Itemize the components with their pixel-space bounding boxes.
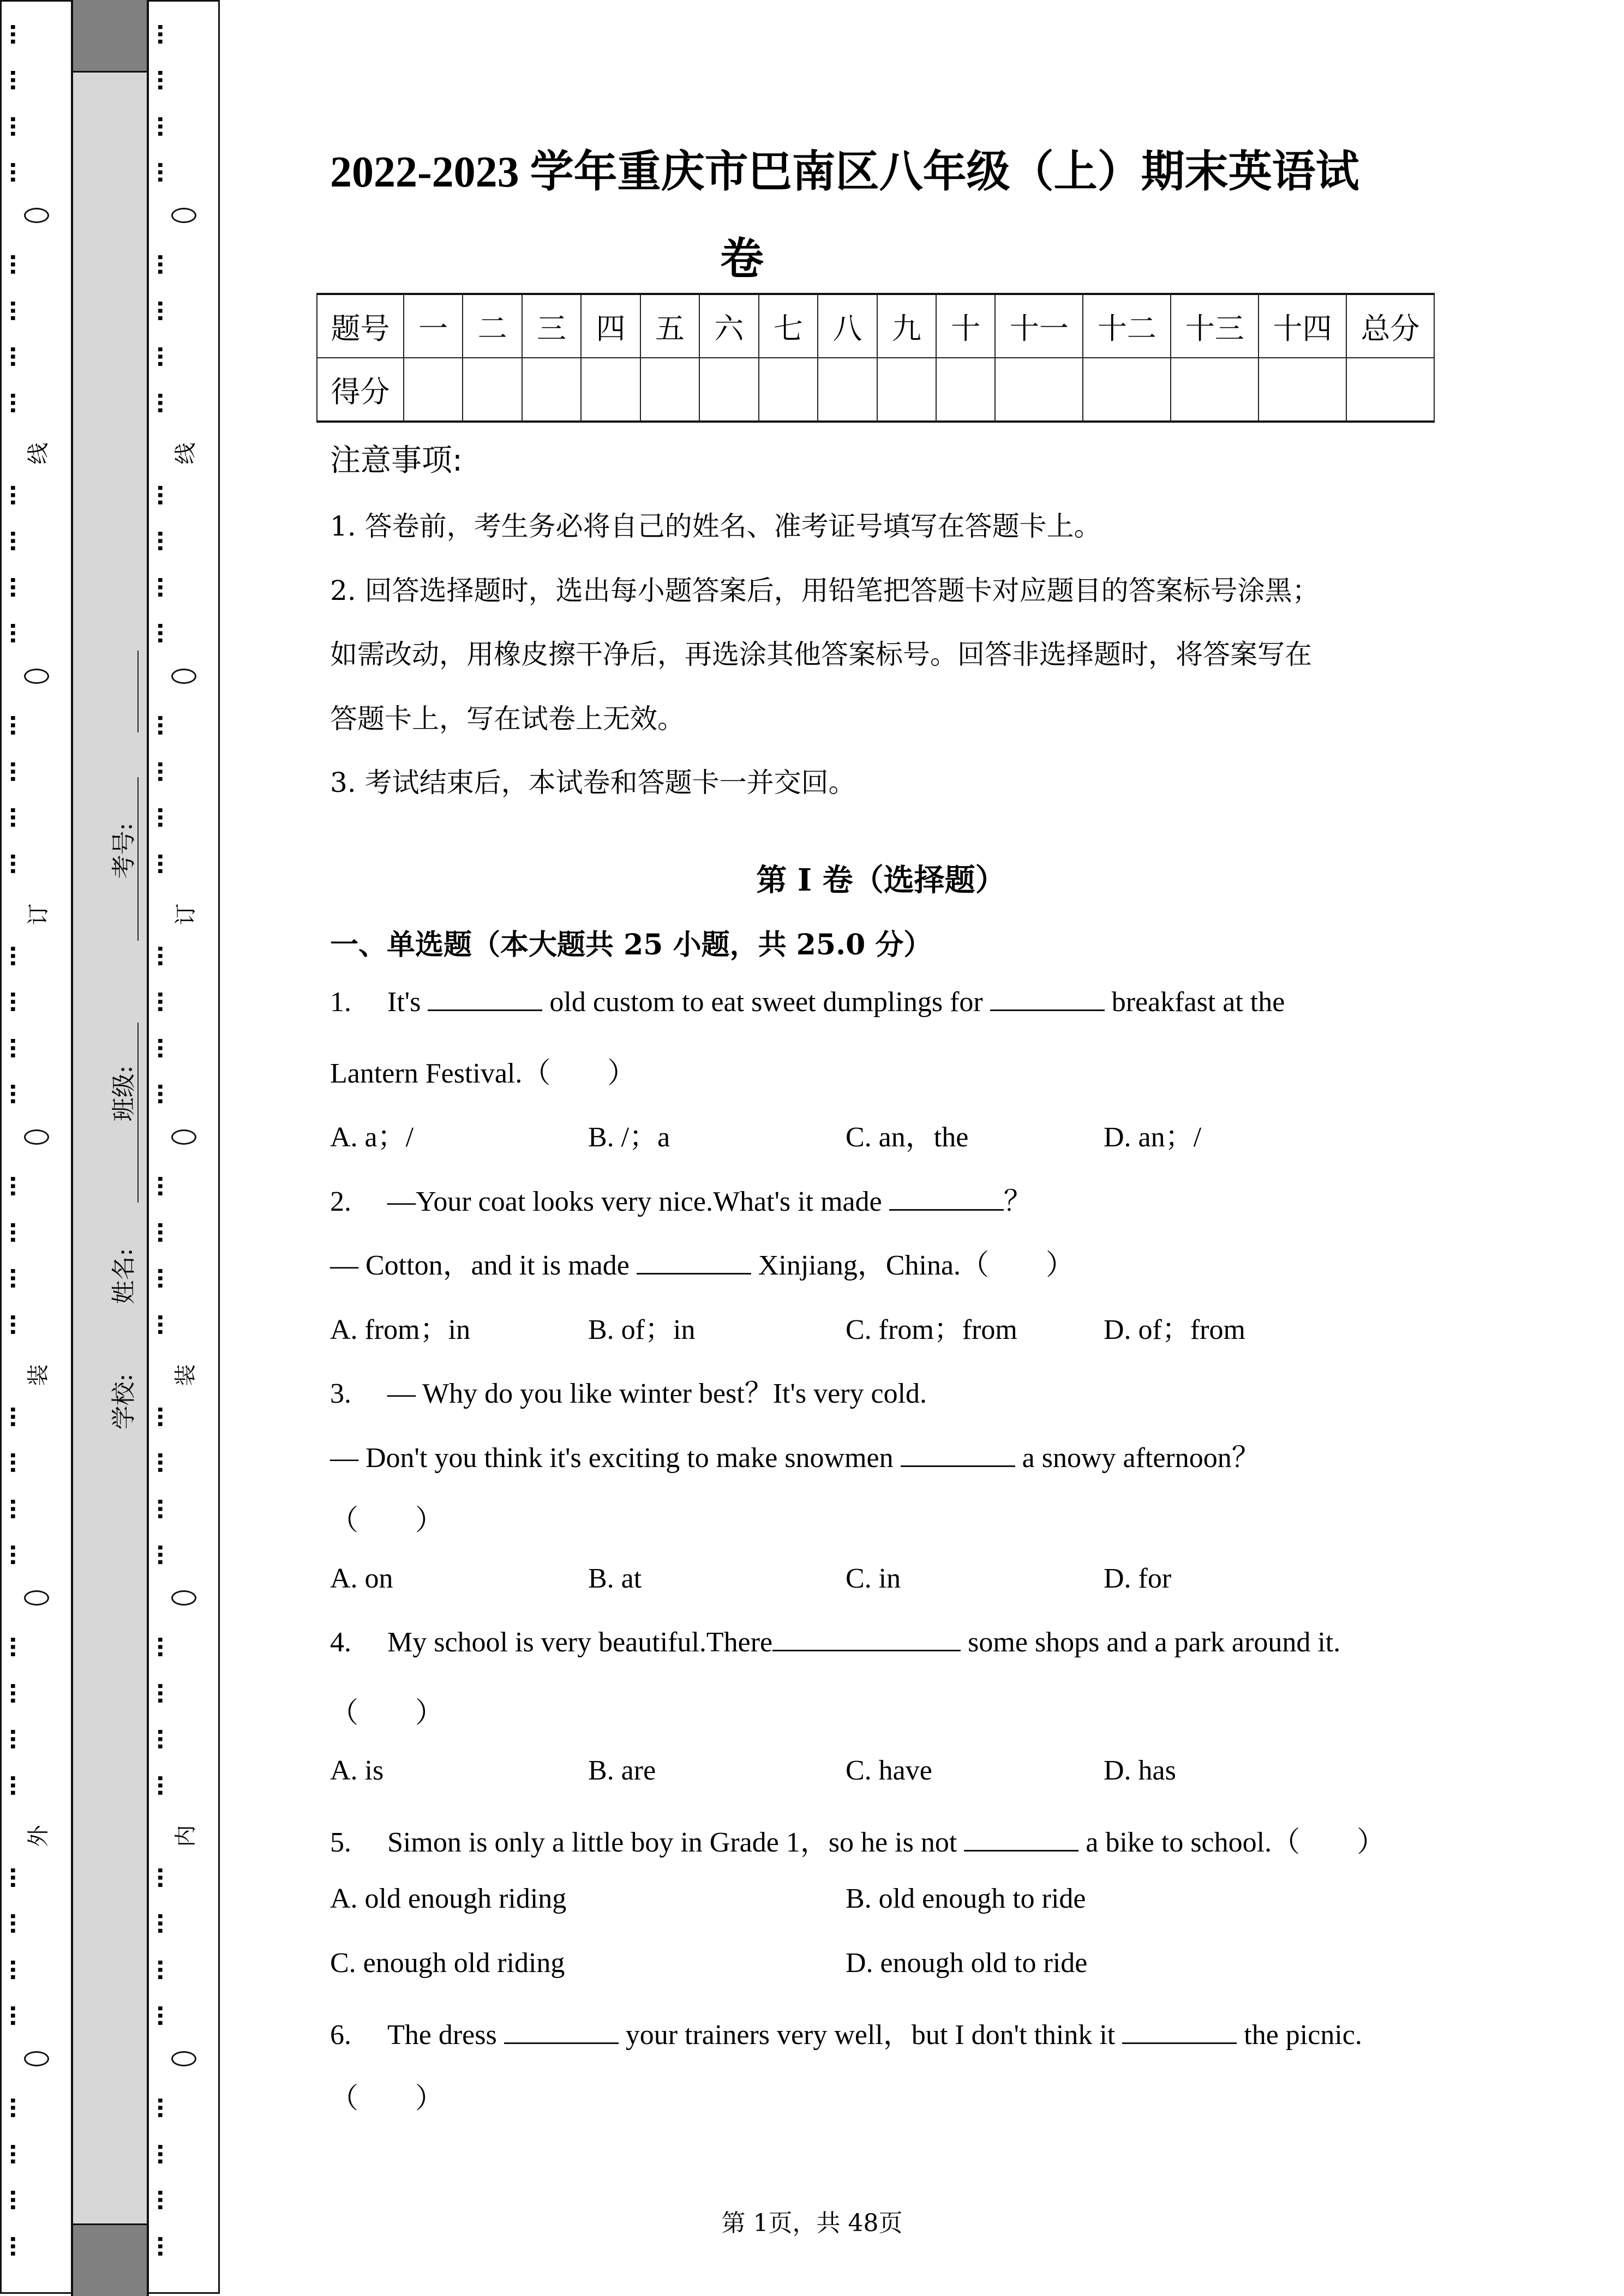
- part-title: 一、单选题（本大题共 25 小题，共 25.0 分）: [330, 928, 932, 961]
- dotted-cut-line-icon: ⋯: [147, 299, 172, 322]
- dark-block-top: [73, 0, 147, 73]
- score-cell[interactable]: [699, 358, 758, 422]
- dotted-cut-line-icon: ⋯: [147, 1728, 172, 1751]
- option-a[interactable]: A. from；in: [330, 1314, 471, 1345]
- question-text: My school is very beautiful.There: [387, 1627, 773, 1658]
- score-cell[interactable]: [1259, 358, 1346, 422]
- score-cell[interactable]: [1346, 358, 1434, 422]
- dotted-cut-line-icon: ⋯: [0, 1037, 25, 1059]
- option-c[interactable]: C. have: [846, 1755, 932, 1786]
- dotted-cut-line-icon: ⋯: [147, 530, 172, 552]
- dotted-cut-line-icon: ⋯: [0, 2143, 25, 2165]
- score-table-header-cell: 十: [936, 294, 995, 358]
- dotted-cut-line-icon: ⋯: [0, 115, 25, 137]
- answer-parentheses: （ ）: [330, 1698, 444, 1729]
- dotted-cut-line-icon: ⋯: [147, 1405, 172, 1428]
- question-text: Simon is only a little boy in Grade 1，so he is not: [387, 1827, 964, 1858]
- dotted-cut-line-icon: ⋯: [147, 1267, 172, 1290]
- answer-blank: [504, 2021, 619, 2044]
- score-table-score-row: [317, 358, 1434, 422]
- dotted-cut-line-icon: ⋯: [147, 1913, 172, 1935]
- exam-title-continued: 卷: [720, 236, 764, 284]
- score-table-header-row: [317, 294, 1434, 358]
- student-info-band: [71, 0, 149, 2296]
- dotted-cut-line-icon: ⋯: [0, 254, 25, 276]
- notice-line: 答题卡上，写在试卷上无效。: [330, 703, 685, 735]
- dotted-cut-line-icon: ⋯: [147, 346, 172, 368]
- dotted-cut-line-icon: ⋯: [0, 1774, 25, 1796]
- score-table-header-cell: 四: [581, 294, 640, 358]
- dotted-cut-line-icon: ⋯: [147, 1682, 172, 1704]
- binding-mark-label: 装: [173, 1364, 198, 1386]
- dotted-cut-line-icon: ⋯: [147, 1221, 172, 1243]
- dotted-cut-line-icon: ⋯: [147, 1452, 172, 1474]
- question-text-continued: [330, 1434, 1260, 1475]
- score-table-header-cell: 总分: [1346, 294, 1434, 358]
- binding-hole-icon: [149, 2051, 218, 2066]
- class-field[interactable]: [137, 777, 139, 941]
- section-title: 第 I 卷（选择题）: [756, 862, 1006, 898]
- question-text: — Cotton，and it is made: [330, 1250, 637, 1281]
- answer-blank: [964, 1828, 1078, 1852]
- dotted-cut-line-icon: ⋯: [0, 1452, 25, 1474]
- option-a[interactable]: A. on: [330, 1563, 393, 1594]
- dotted-cut-line-icon: ⋯: [0, 23, 25, 45]
- question-number: 2.: [330, 1186, 351, 1217]
- dotted-cut-line-icon: ⋯: [147, 1544, 172, 1566]
- dotted-cut-line-icon: ⋯: [147, 2097, 172, 2119]
- answer-blank: [901, 1444, 1015, 1467]
- name-label: 姓名:: [110, 1248, 138, 1305]
- answer-blank: [990, 988, 1105, 1011]
- dotted-cut-line-icon: ⋯: [0, 1866, 25, 1889]
- answer-blank: [637, 1251, 751, 1275]
- binding-hole-icon: [149, 1129, 218, 1145]
- binding-mark-label: 内: [173, 1825, 198, 1847]
- question-number: 1.: [330, 987, 351, 1018]
- dotted-cut-line-icon: ⋯: [0, 1636, 25, 1658]
- option-b[interactable]: B. old enough to ride: [846, 1883, 1086, 1914]
- dotted-cut-line-icon: ⋯: [147, 161, 172, 184]
- score-cell[interactable]: [936, 358, 995, 422]
- score-table-header-cell: 三: [522, 294, 581, 358]
- score-cell[interactable]: [640, 358, 699, 422]
- option-d[interactable]: D. enough old to ride: [846, 1948, 1088, 1979]
- dotted-cut-line-icon: ⋯: [0, 392, 25, 414]
- binding-hole-icon: [149, 1590, 218, 1606]
- dotted-cut-line-icon: ⋯: [0, 1175, 25, 1198]
- dotted-cut-line-icon: ⋯: [147, 1866, 172, 1889]
- dotted-cut-line-icon: ⋯: [147, 1313, 172, 1336]
- dotted-cut-line-icon: ⋯: [0, 1498, 25, 1520]
- notice-line: 3. 考试结束后，本试卷和答题卡一并交回。: [330, 767, 856, 798]
- dotted-cut-line-icon: ⋯: [147, 392, 172, 414]
- dotted-cut-line-icon: ⋯: [0, 69, 25, 92]
- score-table-row-label: 题号: [317, 294, 404, 358]
- score-cell[interactable]: [581, 358, 640, 422]
- dotted-cut-line-icon: ⋯: [0, 1405, 25, 1428]
- dotted-cut-line-icon: ⋯: [0, 2097, 25, 2119]
- exam-number-field[interactable]: [137, 651, 139, 732]
- binding-mark-label: 线: [26, 442, 51, 465]
- question-text: ？: [1003, 1186, 1032, 1217]
- binding-mark-label: 外: [26, 1825, 51, 1847]
- dotted-cut-line-icon: ⋯: [0, 484, 25, 506]
- dotted-cut-line-icon: ⋯: [0, 1267, 25, 1290]
- score-cell[interactable]: [404, 358, 463, 422]
- score-table-header-cell: 五: [640, 294, 699, 358]
- score-cell[interactable]: [877, 358, 936, 422]
- dotted-cut-line-icon: ⋯: [147, 2143, 172, 2165]
- score-table: [316, 293, 1435, 423]
- question-text: It's: [387, 987, 428, 1018]
- inner-binding-column: [147, 0, 220, 2294]
- dotted-cut-line-icon: ⋯: [0, 714, 25, 737]
- binding-hole-icon: [2, 1129, 71, 1145]
- answer-blank: [889, 1187, 1004, 1211]
- dotted-cut-line-icon: ⋯: [147, 1636, 172, 1658]
- question-number: 6.: [330, 2019, 351, 2051]
- score-table-header-cell: 十四: [1259, 294, 1346, 358]
- dotted-cut-line-icon: ⋯: [0, 1682, 25, 1704]
- dotted-cut-line-icon: ⋯: [147, 484, 172, 506]
- score-cell[interactable]: [1171, 358, 1259, 422]
- binding-hole-icon: [2, 208, 71, 223]
- dotted-cut-line-icon: ⋯: [147, 254, 172, 276]
- option-c[interactable]: C. in: [846, 1563, 901, 1594]
- question-text: — Why do you like winter best？It's very cold.: [387, 1378, 927, 1409]
- answer-blank: [772, 1628, 961, 1651]
- notice-line: 2. 回答选择题时，选出每小题答案后，用铅笔把答题卡对应题目的答案标号涂黑；: [330, 575, 1320, 606]
- option-b[interactable]: B. at: [588, 1563, 642, 1594]
- dotted-cut-line-icon: ⋯: [147, 807, 172, 829]
- dotted-cut-line-icon: ⋯: [147, 115, 172, 137]
- dotted-cut-line-icon: ⋯: [147, 69, 172, 92]
- question-text: a snowy afternoon？: [1015, 1442, 1260, 1474]
- option-b[interactable]: B. are: [588, 1755, 656, 1786]
- option-d[interactable]: D. has: [1104, 1755, 1176, 1786]
- score-cell[interactable]: [463, 358, 522, 422]
- dotted-cut-line-icon: ⋯: [147, 760, 172, 783]
- notice-line: 如需改动，用橡皮擦干净后，再选涂其他答案标号。回答非选择题时，将答案写在: [330, 639, 1312, 670]
- school-label: 学校:: [110, 1373, 138, 1430]
- question-6: [330, 2011, 1362, 2052]
- dotted-cut-line-icon: ⋯: [147, 714, 172, 737]
- dotted-cut-line-icon: ⋯: [0, 299, 25, 322]
- question-text: a bike to school.（ ）: [1078, 1827, 1386, 1858]
- score-table-header-cell: 十三: [1171, 294, 1259, 358]
- page-footer: 第 1页，共 48页: [721, 2209, 903, 2237]
- question-text: — Don't you think it's exciting to make snowmen: [330, 1442, 901, 1474]
- question-text: Xinjiang，China.（ ）: [751, 1250, 1075, 1281]
- binding-mark-label: 订: [26, 903, 51, 925]
- score-table-header-cell: 九: [877, 294, 936, 358]
- question-text: the picnic.: [1237, 2019, 1362, 2051]
- option-b[interactable]: B. /；a: [588, 1122, 670, 1153]
- binding-hole-icon: [2, 669, 71, 684]
- dotted-cut-line-icon: ⋯: [147, 1175, 172, 1198]
- binding-mark-label: 线: [173, 442, 198, 465]
- dotted-cut-line-icon: ⋯: [0, 852, 25, 875]
- dotted-cut-line-icon: ⋯: [147, 945, 172, 967]
- option-d[interactable]: D. for: [1104, 1563, 1172, 1594]
- score-table-header-cell: 十二: [1083, 294, 1171, 358]
- question-number: 3.: [330, 1378, 351, 1409]
- dotted-cut-line-icon: ⋯: [147, 1498, 172, 1520]
- option-c[interactable]: C. enough old riding: [330, 1948, 565, 1979]
- dotted-cut-line-icon: ⋯: [147, 23, 172, 45]
- score-table-header-cell: 七: [759, 294, 818, 358]
- binding-hole-icon: [2, 1590, 71, 1606]
- notice-heading: 注意事项:: [330, 443, 463, 478]
- dotted-cut-line-icon: ⋯: [147, 2189, 172, 2211]
- score-cell[interactable]: [759, 358, 818, 422]
- option-a[interactable]: A. old enough riding: [330, 1883, 567, 1914]
- dotted-cut-line-icon: ⋯: [147, 1037, 172, 1059]
- dotted-cut-line-icon: ⋯: [0, 1728, 25, 1751]
- score-table-header-cell: 二: [463, 294, 522, 358]
- score-table-header-cell: 八: [818, 294, 877, 358]
- question-5: [330, 1819, 1385, 1860]
- question-text: breakfast at the: [1104, 987, 1285, 1018]
- dotted-cut-line-icon: ⋯: [0, 2235, 25, 2257]
- dotted-cut-line-icon: ⋯: [0, 622, 25, 645]
- dotted-cut-line-icon: ⋯: [0, 1083, 25, 1105]
- question-text: The dress: [387, 2019, 504, 2051]
- dotted-cut-line-icon: ⋯: [0, 1313, 25, 1336]
- score-cell[interactable]: [1083, 358, 1171, 422]
- question-text-continued: Lantern Festival.（ ）: [330, 1058, 636, 1089]
- binding-mark-label: 装: [26, 1364, 51, 1386]
- dotted-cut-line-icon: ⋯: [0, 576, 25, 598]
- score-table-row-label: 得分: [317, 358, 404, 422]
- question-number: 4.: [330, 1627, 351, 1658]
- notice-line: 1. 答卷前，考生务必将自己的姓名、准考证号填写在答题卡上。: [330, 510, 1101, 542]
- score-cell[interactable]: [522, 358, 581, 422]
- score-cell[interactable]: [818, 358, 877, 422]
- dotted-cut-line-icon: ⋯: [147, 1083, 172, 1105]
- dotted-cut-line-icon: ⋯: [147, 1774, 172, 1796]
- dotted-cut-line-icon: ⋯: [0, 1221, 25, 1243]
- score-table-header-cell: 六: [699, 294, 758, 358]
- answer-blank: [428, 988, 542, 1011]
- dotted-cut-line-icon: ⋯: [147, 622, 172, 645]
- score-cell[interactable]: [995, 358, 1083, 422]
- binding-hole-icon: [149, 208, 218, 223]
- question-text: some shops and a park around it.: [961, 1627, 1341, 1658]
- dotted-cut-line-icon: ⋯: [147, 1958, 172, 1981]
- question-2: [330, 1178, 1032, 1219]
- option-a[interactable]: A. is: [330, 1755, 384, 1786]
- question-4: [330, 1626, 1340, 1658]
- question-3: [330, 1370, 927, 1411]
- dotted-cut-line-icon: ⋯: [147, 576, 172, 598]
- option-c[interactable]: C. an，the: [846, 1122, 969, 1153]
- score-table-header-cell: 十一: [995, 294, 1083, 358]
- question-number: 5.: [330, 1827, 351, 1858]
- dotted-cut-line-icon: ⋯: [0, 530, 25, 552]
- option-d[interactable]: D. an；/: [1104, 1122, 1202, 1153]
- dotted-cut-line-icon: ⋯: [0, 1544, 25, 1566]
- binding-hole-icon: [2, 2051, 71, 2066]
- dotted-cut-line-icon: ⋯: [147, 2005, 172, 2027]
- score-table-header-cell: 一: [404, 294, 463, 358]
- question-text: old custom to eat sweet dumplings for: [542, 987, 990, 1018]
- dotted-cut-line-icon: ⋯: [147, 991, 172, 1013]
- exam-title: 2022-2023 学年重庆市巴南区八年级（上）期末英语试: [330, 148, 1359, 196]
- outer-binding-column: [0, 0, 73, 2294]
- answer-blank: [1122, 2021, 1237, 2044]
- answer-parentheses: （ ）: [330, 2083, 444, 2114]
- dotted-cut-line-icon: ⋯: [0, 945, 25, 967]
- option-a[interactable]: A. a；/: [330, 1122, 414, 1153]
- question-text-continued: [330, 1242, 1074, 1283]
- question-text: —Your coat looks very nice.What's it made: [387, 1186, 889, 1217]
- name-field[interactable]: [137, 1023, 139, 1203]
- dotted-cut-line-icon: ⋯: [0, 346, 25, 368]
- dotted-cut-line-icon: ⋯: [0, 991, 25, 1013]
- dotted-cut-line-icon: ⋯: [0, 161, 25, 184]
- dotted-cut-line-icon: ⋯: [0, 2189, 25, 2211]
- binding-hole-icon: [149, 669, 218, 684]
- dotted-cut-line-icon: ⋯: [0, 1958, 25, 1981]
- question-text: your trainers very well，but I don't think it: [618, 2019, 1123, 2051]
- exam-number-label: 考号:: [110, 822, 138, 879]
- dotted-cut-line-icon: ⋯: [147, 852, 172, 875]
- dotted-cut-line-icon: ⋯: [0, 760, 25, 783]
- answer-parentheses: （ ）: [330, 1505, 444, 1536]
- dotted-cut-line-icon: ⋯: [0, 2005, 25, 2027]
- dotted-cut-line-icon: ⋯: [147, 2235, 172, 2257]
- option-d[interactable]: D. of；from: [1104, 1314, 1245, 1345]
- dotted-cut-line-icon: ⋯: [0, 1913, 25, 1935]
- option-c[interactable]: C. from；from: [846, 1314, 1017, 1345]
- class-label: 班级:: [110, 1065, 138, 1122]
- binding-mark-label: 订: [173, 903, 198, 925]
- option-b[interactable]: B. of；in: [588, 1314, 696, 1345]
- question-1: [330, 986, 1285, 1018]
- dotted-cut-line-icon: ⋯: [0, 807, 25, 829]
